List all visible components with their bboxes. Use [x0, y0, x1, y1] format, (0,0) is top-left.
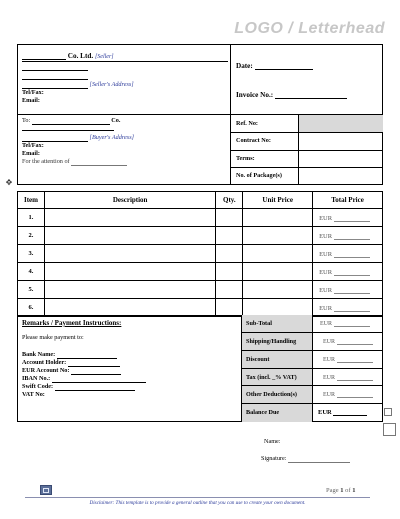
seller-email-label: Email: [22, 97, 40, 104]
seller-name-field[interactable] [22, 52, 66, 60]
balance-due-value[interactable]: EUR [318, 408, 367, 416]
bank-name-field[interactable] [57, 351, 117, 359]
disclaimer: Disclaimer: This template is to provide a general outline that you can use to create your own document. [89, 500, 306, 506]
vat-no-label: VAT No: [22, 391, 45, 398]
total-price-cell[interactable]: EUR [313, 227, 383, 245]
total-price-cell[interactable]: EUR [313, 245, 383, 263]
table-row [18, 281, 383, 299]
col-header-item: Item [18, 192, 45, 209]
signature-field[interactable] [288, 455, 350, 463]
unit-price-cell[interactable] [243, 245, 313, 263]
footer-divider [25, 497, 370, 498]
shipping-value[interactable]: EUR [317, 337, 373, 345]
seller-tag: [Seller] [94, 54, 114, 60]
seller-tel-label: Tel/Fax: [22, 89, 44, 96]
buyer-tel-label: Tel/Fax: [22, 142, 44, 149]
buyer-co-label: Co. [111, 117, 121, 124]
item-number: 6. [18, 299, 45, 317]
col-header-unit-price: Unit Price [243, 192, 313, 209]
seller-address-line-3[interactable] [22, 81, 88, 89]
buyer-email-label: Email: [22, 150, 40, 157]
description-cell[interactable] [44, 245, 215, 263]
seller-buyer-divider [17, 114, 230, 115]
description-cell[interactable] [44, 281, 215, 299]
swift-code-label: Swift Code: [22, 383, 54, 390]
total-price-cell[interactable]: EUR [313, 263, 383, 281]
item-number: 5. [18, 281, 45, 299]
invoice-no-label: Invoice No.: [236, 91, 274, 99]
qty-cell[interactable] [216, 227, 243, 245]
table-resize-handle-icon[interactable] [384, 408, 392, 416]
table-row [18, 227, 383, 245]
unit-price-cell[interactable] [243, 299, 313, 317]
seller-co-label: Co. Ltd. [67, 52, 94, 60]
seller-address-line-2[interactable] [22, 79, 88, 80]
items-table [17, 191, 383, 317]
col-header-qty: Qty. [216, 192, 243, 209]
buyer-block [22, 117, 228, 166]
unit-price-cell[interactable] [243, 281, 313, 299]
name-label: Name: [264, 438, 281, 445]
terms-label: Terms: [236, 155, 255, 162]
col-header-total-price: Total Price [313, 192, 383, 209]
other-deductions-value[interactable]: EUR [317, 390, 373, 398]
tax-label: Tax (incl. _% VAT) [246, 374, 297, 381]
item-number: 4. [18, 263, 45, 281]
logo-letterhead: LOGO / Letterhead [234, 20, 385, 37]
item-number: 2. [18, 227, 45, 245]
account-holder-field[interactable] [68, 359, 120, 367]
qty-cell[interactable] [216, 263, 243, 281]
ref-no-field[interactable] [298, 115, 383, 133]
totals-grid [242, 315, 383, 422]
discount-label: Discount [246, 356, 270, 363]
invoice-no-field[interactable] [275, 91, 347, 99]
iban-field[interactable] [52, 375, 146, 383]
bank-name-label: Bank Name: [22, 351, 56, 358]
contract-no-label: Contract No: [236, 137, 271, 144]
footer-logo-icon [40, 485, 52, 495]
date-row [236, 62, 313, 70]
eur-account-label: EUR Account No: [22, 367, 70, 374]
table-row [18, 245, 383, 263]
buyer-address-tag: [Buyer's Address] [89, 134, 135, 141]
item-number: 3. [18, 245, 45, 263]
col-header-description: Description [44, 192, 215, 209]
remarks-title: Remarks / Payment Instructions: [22, 319, 122, 327]
shipping-label: Shipping/Handling [246, 338, 297, 345]
description-cell[interactable] [44, 263, 215, 281]
unit-price-cell[interactable] [243, 227, 313, 245]
date-field[interactable] [255, 62, 313, 70]
balance-due-label: Balance Due [246, 409, 280, 416]
table-row [18, 299, 383, 317]
table-row [18, 209, 383, 227]
signature-label: Signature: [261, 455, 287, 462]
other-deductions-label: Other Deduction(s) [246, 391, 297, 398]
unit-price-cell[interactable] [243, 263, 313, 281]
unit-price-cell[interactable] [243, 209, 313, 227]
buyer-address-line-2[interactable] [22, 134, 88, 142]
qty-cell[interactable] [216, 245, 243, 263]
buyer-address-line-1[interactable] [22, 130, 114, 131]
qty-cell[interactable] [216, 209, 243, 227]
buyer-attention-label: For the attention of [22, 158, 70, 165]
seller-address-line-1[interactable] [22, 70, 88, 71]
buyer-name-field[interactable] [32, 117, 110, 125]
date-label: Date: [236, 62, 253, 70]
invoice-no-row [236, 91, 347, 99]
table-move-handle-icon[interactable]: ✥ [5, 178, 13, 187]
table-row [18, 263, 383, 281]
signature-row [261, 455, 350, 463]
buyer-attention-field[interactable] [71, 158, 127, 166]
iban-label: IBAN No.: [22, 375, 51, 382]
description-cell[interactable] [44, 227, 215, 245]
packages-label: No. of Package(s) [236, 172, 282, 179]
account-holder-label: Account Holder: [22, 359, 67, 366]
total-price-cell[interactable]: EUR [313, 209, 383, 227]
remarks-content [22, 319, 237, 399]
swift-code-field[interactable] [55, 383, 135, 391]
tax-value[interactable]: EUR [317, 373, 373, 381]
qty-cell[interactable] [216, 299, 243, 317]
item-number: 1. [18, 209, 45, 227]
buyer-to-label: To: [22, 117, 31, 124]
description-cell[interactable] [44, 299, 215, 317]
total-price-cell[interactable]: EUR [313, 281, 383, 299]
ref-no-label: Ref. No: [236, 120, 258, 127]
seller-block [22, 52, 228, 105]
resize-square-icon[interactable] [383, 423, 396, 436]
eur-account-field[interactable] [71, 367, 121, 375]
discount-value[interactable]: EUR [317, 355, 373, 363]
meta-fields [230, 115, 383, 185]
seller-address-tag: [Seller's Address] [89, 81, 134, 88]
subtotal-value[interactable]: EUR [314, 319, 370, 327]
remarks-intro: Please make payment to: [22, 334, 84, 341]
page-number: Page 1 of 1 [326, 487, 356, 494]
subtotal-label: Sub-Total [246, 320, 272, 327]
description-cell[interactable] [44, 209, 215, 227]
qty-cell[interactable] [216, 281, 243, 299]
total-price-cell[interactable]: EUR [313, 299, 383, 317]
